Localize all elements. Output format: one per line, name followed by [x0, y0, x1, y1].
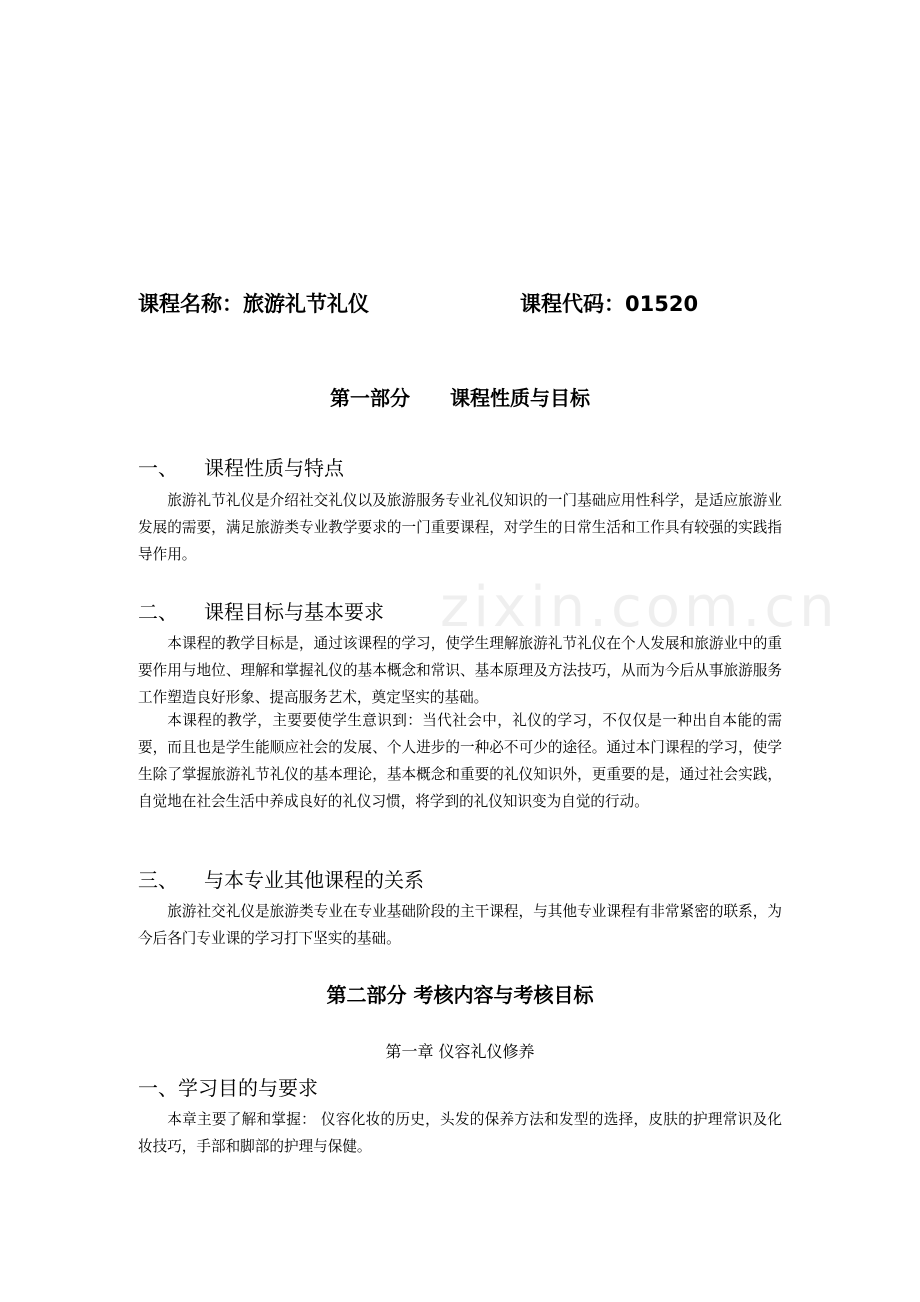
section-1-paragraph: 旅游礼节礼仪是介绍社交礼仪以及旅游服务专业礼仪知识的一门基础应用性科学，是适应旅游业发展的需要，满足旅游类专业教学要求的一门重要课程，对学生的日常生活和工作具有较强的实践指导作用。 [138, 492, 782, 563]
section-title: 课程性质与特点 [204, 456, 344, 480]
chapter-title: 第一章 仪容礼仪修养 [385, 1042, 535, 1061]
section-3-paragraph: 旅游社交礼仪是旅游类专业在专业基础阶段的主干课程，与其他专业课程有非常紧密的联系，为今后各门专业课的学习打下坚实的基础。 [138, 903, 782, 947]
course-code: 课程代码：01520 [520, 292, 699, 316]
section-2-paragraph-2: 本课程的教学，主要要使学生意识到：当代社会中，礼仪的学习，不仅仅是一种出自本能的需要，而且也是学生能顺应社会的发展、个人进步的一种必不可少的途径。通过本门课程的学习，使学生除了掌握旅游礼节礼仪的基本理论，基本概念和重要的礼仪知识外，更重要的是，通过社会实践，自觉地在社会生活中养成良好的礼仪习惯，将学到的礼仪知识变为自觉的行动。 [138, 712, 782, 810]
section-number: 一、 [138, 456, 178, 480]
section-heading-1 [138, 452, 344, 481]
part2-title: 第二部分 考核内容与考核目标 [326, 983, 594, 1007]
section-title: 与本专业其他课程的关系 [204, 868, 424, 892]
section-heading-2 [138, 596, 384, 625]
section-title: 课程目标与基本要求 [204, 600, 384, 624]
chapter-1-paragraph: 本章主要了解和掌握： 仪容化妆的历史，头发的保养方法和发型的选择，皮肤的护理常识及化妆技巧，手部和脚部的护理与保健。 [138, 1111, 782, 1155]
section-heading-3 [138, 864, 424, 893]
section-number: 三、 [138, 868, 178, 892]
section-number: 二、 [138, 600, 178, 624]
sub-heading: 一、学习目的与要求 [138, 1076, 318, 1100]
part1-title: 第一部分 课程性质与目标 [330, 386, 590, 410]
section-2-paragraph-1: 本课程的教学目标是，通过该课程的学习，使学生理解旅游礼节礼仪在个人发展和旅游业中的重要作用与地位、理解和掌握礼仪的基本概念和常识、基本原理及方法技巧，从而为今后从事旅游服务工作塑造良好形象、提高服务艺术，奠定坚实的基础。 [138, 635, 782, 706]
course-name: 课程名称：旅游礼节礼仪 [138, 292, 369, 316]
watermark: zixin.com.cn [440, 575, 839, 640]
